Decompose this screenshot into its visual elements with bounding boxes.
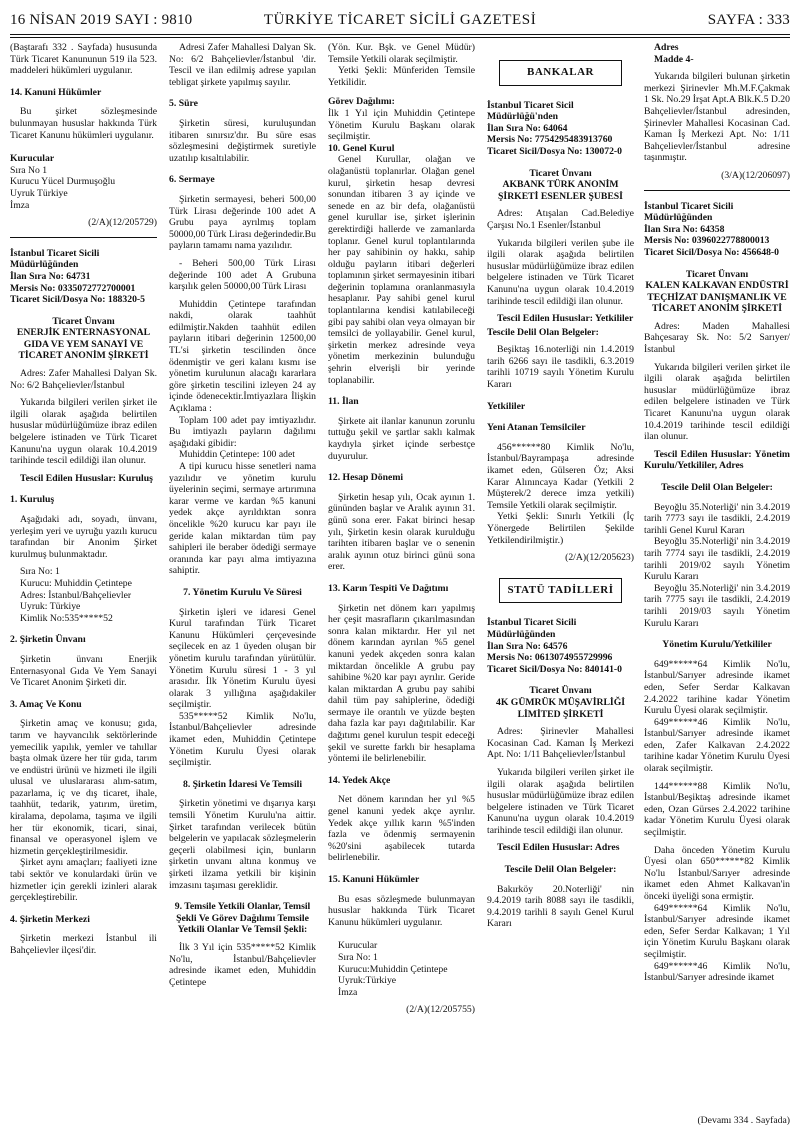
registry-file-number: Ticaret Sicil/Dosya No: 456648-0 [644, 246, 779, 258]
section-title: 11. İlan [328, 396, 359, 408]
section-text: Şirketin süresi, kuruluşundan itibaren sınırsız'dır. Bu süre esas sözleşmesini değiştirmek suretiyle uzatılıp kısaltılabilir. [169, 117, 316, 164]
trade-name-label: Ticaret Ünvanı [52, 315, 115, 327]
section-text: A tipi kurucu hisse senetleri nama yazılıdır ve yönetim kurulu üyelerinin seçimi, sermaye artırımına karar verme ve kardan %5 kanuni yedek akçe ayrıldıktan sonra öncelikle %20 kurucu kar payı ile geride kalan miktardan tüm pay sahipleri ile beraber ödediği sermaye oranında kar payı alma imtiyazına sahiptir. [169, 461, 316, 577]
issue-date: 16 NİSAN 2019 SAYI : 9810 [10, 12, 193, 28]
announcement-number: İlan Sıra No: 64731 [10, 270, 91, 282]
reference-code: (3/A)(12/206097) [721, 169, 790, 181]
section-title: 12. Hesap Dönemi [328, 472, 404, 484]
founders-label: Kurucular [10, 153, 55, 165]
company-address: Adres: Maden Mahallesi Bahçesaray Sk. No: 5/2 Sarıyer/İstanbul [644, 320, 790, 356]
section-text: Adresi Zafer Mahallesi Dalyan Sk. No: 6/2 Bahçelievler/İstanbul 'dir. Tescil ve ilan edilmiş adrese yapılan tebligat şirkete yapılmış sayılır. [169, 42, 316, 88]
registered-matters: Tescil Edilen Hususlar: Yönetim Kurulu/Yetkililer, Adres [644, 448, 790, 472]
section-title: Tescile Delil Olan Belgeler: [487, 326, 599, 338]
registry-file-number: Ticaret Sicil/Dosya No: 130072-0 [487, 145, 622, 157]
registered-matters: Tescil Edilen Hususlar: Yetkililer [497, 313, 634, 325]
section-title: 1. Kuruluş [10, 494, 55, 506]
section-text: Muhiddin Çetintepe: 100 adet [179, 449, 295, 461]
column-4 [487, 42, 634, 1127]
article-label: Madde 4- [654, 53, 694, 65]
trade-name-label: Ticaret Ünvanı [685, 268, 749, 280]
trade-name-label: Ticaret Ünvanı [529, 685, 592, 697]
founder-nationality: Uyruk:Türkiye [338, 975, 397, 987]
section-title: 9. Temsile Yetkili Olanlar, Temsil Şekli Ve Görev Dağılımı Temsile Yetkili Olanlar Ve Temsil Şekli: [174, 901, 311, 936]
reference-code: (2/A)(12/205729) [88, 217, 157, 229]
section-text: 649******64 Kimlik No'lu, İstanbul/Sarıyer adresinde ikamet eden, Sefer Serdar Kalkavan 2.4.2022 tarihine kadar Yönetim Kurulu Üyesi olarak seçilmiştir. [644, 658, 790, 717]
column-1 [10, 42, 157, 1127]
mersis-number: Mersis No: 0396022778800013 [644, 235, 770, 247]
section-title: Tescile Delil Olan Belgeler: [661, 482, 773, 493]
founder-name: Kurucu Yücel Durmuşoğlu [10, 176, 116, 188]
registered-matters: Tescil Edilen Hususlar: Adres [497, 842, 620, 854]
gazette-title: TÜRKİYE TİCARET SİCİLİ GAZETESİ [263, 12, 537, 28]
founder-order: Sıra No: 1 [338, 951, 378, 963]
founder-nationality: Uyruk: Türkiye [20, 601, 81, 613]
section-text: - Beheri 500,00 Türk Lirası değerinde 100 adet A Grubuna karşılık gelen 50000,00 Türk Lirası [169, 257, 316, 293]
section-title: 4. Şirketin Merkezi [10, 913, 90, 925]
announcement-intro: Yukarıda bilgileri verilen şirket ile ilgili olarak aşağıda belirtilen hususlar müdürlüğümüze ibraz edilen belgelere istinaden ve Türk Ticaret Kanunu'na uygun olarak 10.4.2019 tarihinde tescil edildiği ilan olunur. [487, 766, 634, 836]
reference-code: (2/A)(12/205623) [565, 552, 634, 564]
section-text: Beyoğlu 35.Noterliği' nin 3.4.2019 tarih 7774 sayı ile tasdikli, 2.4.2019 tarihli 2019/02 sayılı Yönetim Kurulu Kararı [644, 536, 790, 583]
announcement-intro: Yukarıda bilgileri verilen şirket ile ilgili olarak aşağıda belirtilen hususlar müdürlüğümüze ibraz edilen belgelere istinaden ve Türk Ticaret Kanunu'na uygun olarak 10.4.2019 tarihinde tescil edildiği ilan olunur. [644, 361, 790, 443]
mersis-number: Mersis No: 7754295483913760 [487, 134, 613, 146]
continuation-note: (Baştarafı 332 . Sayfada) hususunda Türk Ticaret Kanununun 519 ila 523. maddeleri hükümleri uygulanır. [10, 42, 157, 77]
section-text: Genel Kurullar, olağan ve olağanüstü toplanırlar. Olağan genel kurul, şirketin hesap devresi sonundan itibaren 3 ay içinde ve senede en az bir defa, olağanüstü genel kurullar ise, şirket işlerinin gerektirdiği hallerde ve zamanlarda toplanır. Genel kurul toplantılarında her pay sahibinin oy hakkı, sahip olduğu payların itibari değerleri toplamının şirket sermayesinin itibari değerinin toplamına oranlanmasıyla hesaplanır. Pay sahibi genel kurul toplantılarına kendisi katılabileceği gibi pay sahibi olan veya olmayan bir temsilci de yollayabilir. Genel kurul, şirketin merkez adresinde veya yönetim merkezinin bulunduğu şehrin elverişli bir yerinde toplanabilir. [328, 154, 475, 386]
separator [644, 190, 790, 191]
registry-office: İstanbul Ticaret Sicili Müdürlüğünden [10, 247, 100, 271]
company-address: Adres: Zafer Mahallesi Dalyan Sk. No: 6/2 Bahçelievler/İstanbul [10, 368, 157, 391]
section-title: 8. Şirketin İdaresi Ve Temsili [182, 778, 303, 790]
founder-id: Kimlik No:535*****52 [20, 612, 113, 624]
company-address: Adres: Şirinevler Mahallesi Kocasinan Cad. Kaman İş Merkezi Apt. No: 1/11 Bahçelievler/İstanbul [487, 726, 634, 761]
section-text: Yetki Şekli: Münferiden Temsile Yetkilidir. [328, 65, 475, 88]
trade-name: AKBANK TÜRK ANONİM ŞİRKETİ ESENLER ŞUBESİ [498, 179, 623, 202]
section-text: İlk 3 Yıl için 535*****52 Kimlik No'lu, İstanbul/Bahçelievler adresinde ikamet eden, Muhiddin Çetintepe [169, 941, 316, 988]
section-title: 10. Genel Kurul [328, 142, 395, 154]
registry-office: İstanbul Ticaret Sicili Müdürlüğünden [644, 200, 734, 224]
section-text: Şirket aynı amaçları; faaliyeti izne tabi sektör ve konulardaki ürün ve hizmetler için gerekli izinleri alarak gerçekleştirebilir. [10, 857, 157, 904]
reference-code: (2/A)(12/205755) [406, 1004, 475, 1016]
registry-file-number: Ticaret Sicil/Dosya No: 840141-0 [487, 663, 622, 675]
category-banner: BANKALAR [499, 60, 622, 86]
section-title: Tescile Delil Olan Belgeler: [504, 864, 617, 876]
section-title: 14. Kanuni Hükümler [10, 86, 102, 98]
section-text: Yukarıda bilgileri bulunan şirketin merkezi Şirinevler Mh.M.F.Çakmak 1 Sk. No.29 İrşat Apt.A Blk.K.5 D.20 Bahçelievler/İstanbul adresinden, Şirinevler Mahallesi Kocasinan Cad. Kaman İş Merkezi Apt. No: 1/11 Bahçelievler/İstanbul adresine taşınmıştır. [644, 71, 790, 164]
section-text: 649******46 Kimlik No'lu, İstanbul/Sarıyer adresinde ikamet eden, Zafer Kalkavan 2.4.2022 tarihine kadar Yönetim Kurulu Üyesi olarak seçilmiştir. [644, 716, 790, 775]
founder-order: Sıra No 1 [10, 164, 48, 176]
section-text: Şirketin amaç ve konusu; gıda, tarım ve hayvancılık sektörlerinde yemecilik yapılık, yemler ve tahıllar başta olmak üzere her tür gıda, tarım ve endüstri ürünü ve hizmeti ile ilgili ulusal ve uluslararası alım-satım, pazarlama, iç ve dış ticaret, ihale, taahhüt, tedarik, yatırım, üretim, kiralama, depolama, taşıma ve ilgili her tür ekonomik, ticari, sinai, finansal ve operasyonel işlem ve hizmetin gerçekleştirilmesidir. [10, 718, 157, 857]
registered-matters: Tescil Edilen Hususlar: Kuruluş [20, 472, 153, 484]
address-label: Adres [654, 42, 679, 53]
founder-address: Adres: İstanbul/Bahçelievler [20, 589, 132, 601]
section-title: 13. Karın Tespiti Ve Dağıtımı [328, 582, 449, 594]
section-title: 6. Sermaye [169, 174, 215, 186]
section-text: Aşağıdaki adı, soyadı, ünvanı, yerleşim yeri ve uyruğu yazılı kurucu tarafından bir Anonim Şirket kurulmuş bulunmaktadır. [10, 514, 157, 560]
section-text: (Yön. Kur. Bşk. ve Genel Müdür) Temsile Yetkili olarak seçilmiştir. [328, 42, 475, 65]
section-text: Muhiddin Çetintepe tarafından nakdi, olarak taahhüt edilmiştir.Nakden taahhüt edilen payların itibari değerinin 12500,00 TL'si şirketin tescilinden önce ödenmiştir ve geri kalanı kısmı ise yönetim kurulunun alacağı kararlara göre şirketin tescilini izleyen 24 ay içinde ödenecektir.İmtiyazlara İlişkin Açıklama : [169, 298, 316, 415]
section-title: Yeni Atanan Temsilciler [487, 422, 586, 434]
announcement-intro: Yukarıda bilgileri verilen şube ile ilgili olarak aşağıda belirtilen hususlar müdürlüğümüze ibraz edilen belgelere istinaden ve Türk Ticaret Kanunu'na uygun olarak 10.4.2019 tarihinde tescil edildiği ilan olunur. [487, 237, 634, 307]
section-text: Şirketin sermayesi, beheri 500,00 Türk Lirası değerinde 100 adet A Grubu paya ayrılmış toplam 50000,00 Türk Lirası değerindedir.Bu payların tamamı nama yazılıdır. [169, 193, 316, 252]
section-text: Beyoğlu 35.Noterliği' nin 3.4.2019 tarih 7773 sayı ile tasdikli, 2.4.2019 tarihli Genel Kurul Kararı [644, 501, 790, 536]
separator [10, 237, 157, 238]
section-text: Daha önceden Yönetim Kurulu Üyesi olan 650******82 Kimlik No'lu İstanbul/Sarıyer adresinde ikamet eden Ahmet Kalkavan'in önceki üyeliği sona ermiştir. [644, 844, 790, 902]
section-title: 15. Kanuni Hükümler [328, 874, 420, 885]
column-5 [644, 42, 790, 1127]
section-text: Bu şirket sözleşmesinde bulunmayan hususlar hakkında Türk Ticaret Kanunu hükümleri uygulanır. [10, 106, 157, 141]
mersis-number: Mersis No: 0335072772700001 [10, 282, 136, 294]
registry-office: İstanbul Ticaret Sicil Müdürlüğü'nden [487, 99, 574, 123]
section-text: Toplam 100 adet pay imtiyazlıdır. Bu imtiyazlı payların dağılımı aşağıdaki gibidir: [169, 414, 316, 449]
founder-order: Sıra No: 1 [20, 566, 60, 578]
section-text: Şirketin ünvanı Enerjik Enternasyonal Gıda Ve Yem Sanayi Ve Ticaret Anonim Şirketi dir. [10, 653, 157, 689]
section-text: 144******88 Kimlik No'lu, İstanbul/Beşiktaş adresinde ikamet eden, Ozan Gürses 2.4.2022 tarihine kadar Yönetim Kurulu Üyesi olarak seçilmiştir. [644, 780, 790, 839]
section-text: Bu esas sözleşmede bulunmayan hususlar hakkında Türk Ticaret Kanunu hükümleri uygulanır. [328, 893, 475, 928]
category-banner: STATÜ TADİLLERİ [499, 578, 622, 604]
column-3 [328, 42, 475, 1127]
founders-label: Kurucular [338, 940, 378, 952]
page-number: SAYFA : 333 [707, 12, 790, 28]
founder-name: Kurucu:Muhiddin Çetintepe [338, 963, 448, 975]
section-text: Şirketin merkezi İstanbul ili Bahçelievler ilçesi'dir. [10, 933, 157, 956]
founder-signature: İmza [10, 199, 30, 211]
announcement-number: İlan Sıra No: 64576 [487, 640, 568, 652]
section-text: Beyoğlu 35.Noterliği' nin 3.4.2019 tarih 7775 sayı ile tasdikli, 2.4.2019 tarihli 2019/03 sayılı Yönetim Kurulu Kararı [644, 582, 790, 629]
section-text: 535*****52 Kimlik No'lu, İstanbul/Bahçelievler adresinde ikamet eden, Muhiddin Çetintepe Yönetim Kurulu Üyesi olarak seçilmiştir. [169, 710, 316, 769]
announcement-intro: Yukarıda bilgileri verilen şirket ile ilgili olarak aşağıda belirtilen hususlar müdürlüğümüze ibraz edilen belgelere istinaden ve Türk Ticaret Kanunu'na uygun olarak 10.4.2019 tarihinde tescil edildiği ilan olunur. [10, 397, 157, 467]
registry-office: İstanbul Ticaret Sicili Müdürlüğünden [487, 617, 577, 640]
mersis-number: Mersis No: 0613074955729996 [487, 652, 613, 664]
section-text: Net dönem karından her yıl %5 genel kanuni yedek akçe ayrılır. Yedek akçe yıllık karın %5'inden fazla ve ödenmiş sermayenin %20'sini aşabilecek tutarda belirlenebilir. [328, 794, 475, 864]
section-text: 649******64 Kimlik No'lu, İstanbul/Sarıyer adresinde ikamet eden, Sefer Serdar Kalkavan; 1 Yıl için Yönetim Kurulu Başkanı olarak seçilmiştir. [644, 902, 790, 960]
header-rule-top [10, 34, 790, 35]
section-text: Şirketin yönetimi ve dışarıya karşı temsili Yönetim Kurulu'na aittir. Şirket tarafından verilecek bütün belgelerin ve yapılacak sözleşmelerin geçerli olabilmesi için, bunların şirketin unvanı altına konmuş ve şirketi ilzama yetkili bir kişinin imzasını taşıması gereklidir. [169, 798, 316, 891]
section-title: 5. Süre [169, 98, 198, 110]
section-text: Şirkete ait ilanlar kanunun zorunlu tuttuğu şekil ve şartlar saklı kalmak kaydıyla şirket içinde serbestçe duyurulur. [328, 415, 475, 462]
company-address: Adres: Atışalan Cad.Belediye Çarşısı No.1 Esenler/İstanbul [487, 208, 634, 231]
section-title: 2. Şirketin Ünvanı [10, 634, 86, 646]
section-text: Şirketin hesap yılı, Ocak ayının 1. gününden başlar ve Aralık ayının 31. günü sona erer. Fakat birinci hesap yılı, Şirketin kesin olarak kurulduğu tarihten itibaren başlar ve o senenin aralık ayının otuz birinci günü sona erer. [328, 491, 475, 573]
trade-name-label: Ticaret Ünvanı [529, 167, 592, 179]
section-text: 649******46 Kimlik No'lu, İstanbul/Sarıyer adresinde ikamet [644, 960, 790, 984]
trade-name: ENERJİK ENTERNASYONAL GIDA VE YEM SANAYİ VE TİCARET ANONİM ŞİRKETİ [16, 327, 151, 362]
continuation-note: (Devamı 334 . Sayfada) [697, 1115, 790, 1127]
section-text: Beşiktaş 16.noterliği nin 1.4.2019 tarih 6266 sayı ile tasdikli, 6.3.2019 tarihli 10719 sayılı Yönetim Kurulu Kararı [487, 344, 634, 391]
section-text: İlk 1 Yıl için Muhiddin Çetintepe Yönetim Kurulu Başkanı olarak seçilmiştir. [328, 107, 475, 143]
trade-name: KALEN KALKAVAN ENDÜSTRİ TEÇHİZAT DANIŞMANLIK VE TİCARET ANONİM ŞİRKETİ [645, 280, 789, 315]
section-title: Yönetim Kurulu/Yetkililer [662, 639, 772, 651]
page-header [10, 12, 790, 32]
founder-nationality: Uyruk Türkiye [10, 187, 68, 199]
section-title: Yetkililer [487, 400, 526, 412]
trade-name: 4K GÜMRÜK MÜŞAVİRLİĞİ LİMİTED ŞİRKETİ [496, 696, 625, 720]
header-rule-bottom [10, 37, 790, 38]
founder-name: Kurucu: Muhiddin Çetintepe [20, 577, 132, 589]
section-text: Şirketin işleri ve idaresi Genel Kurul tarafından Türk Ticaret Kanunu Hükümleri çerçevesinde seçilecek en az 1 üyeden oluşan bir yönetim kurulu tarafından yürütülür. Yönetim Kurulu süresi 1 - 3 yıl arasıdır. İlk Yönetim Kurulu üyesi olarak 3 yıllığına aşağıdakiler seçilmiştir. [169, 606, 316, 711]
section-title: 7. Yönetim Kurulu Ve Süresi [183, 586, 302, 598]
section-text: Yetki Şekli: Sınırlı Yetkili (İç Yönergede Belirtilen Şekilde Yetkilendirilmiştir.) [487, 511, 634, 546]
founder-signature: İmza [338, 986, 358, 998]
announcement-number: İlan Sıra No: 64358 [644, 223, 725, 235]
section-text: Bakırköy 20.Noterliği' nin 9.4.2019 tarih 8088 sayı ile tasdikli, 9.4.2019 tarihli 8 sayılı Genel Kurul Kararı [487, 883, 634, 930]
section-title: 14. Yedek Akçe [328, 774, 391, 786]
registry-file-number: Ticaret Sicil/Dosya No: 188320-5 [10, 294, 145, 306]
announcement-number: İlan Sıra No: 64064 [487, 122, 568, 134]
section-title: Görev Dağılımı: [328, 96, 395, 108]
column-2 [169, 42, 316, 1127]
section-text: 456******80 Kimlik No'lu, İstanbul/Bayrampaşa adresinde ikamet eden, Gülseren Öz; Aksi Karar Alınıncaya Kadar (Yetkili 2 Müşterek/2 derece imza yetkili) Temsile Yetkili olarak seçilmiştir. [487, 441, 634, 511]
section-text: Şirketin net dönem karı yapılmış her çeşit masrafların çıkarılmasından sonra kalan miktardır. Her yıl net dönem karından ayrılan %5 genel kanuni yedek akçeden sonra kalan miktardan öncelikle A grubu pay sahibine %20 kar payı ayrılır. Geride kalan miktardan A grubu pay sahibi dahil tüm pay sahiplerine, ödediği sermaye ile orantılı ve yüzde beşten daha fazla kar payı dağıtılabilir. Kar dağıtımı genel kurulun tespit edeceği şekil ve surette farklı bir hesaplama yöntemi ile belirlenebilir. [328, 602, 475, 765]
section-title: 3. Amaç Ve Konu [10, 698, 82, 710]
